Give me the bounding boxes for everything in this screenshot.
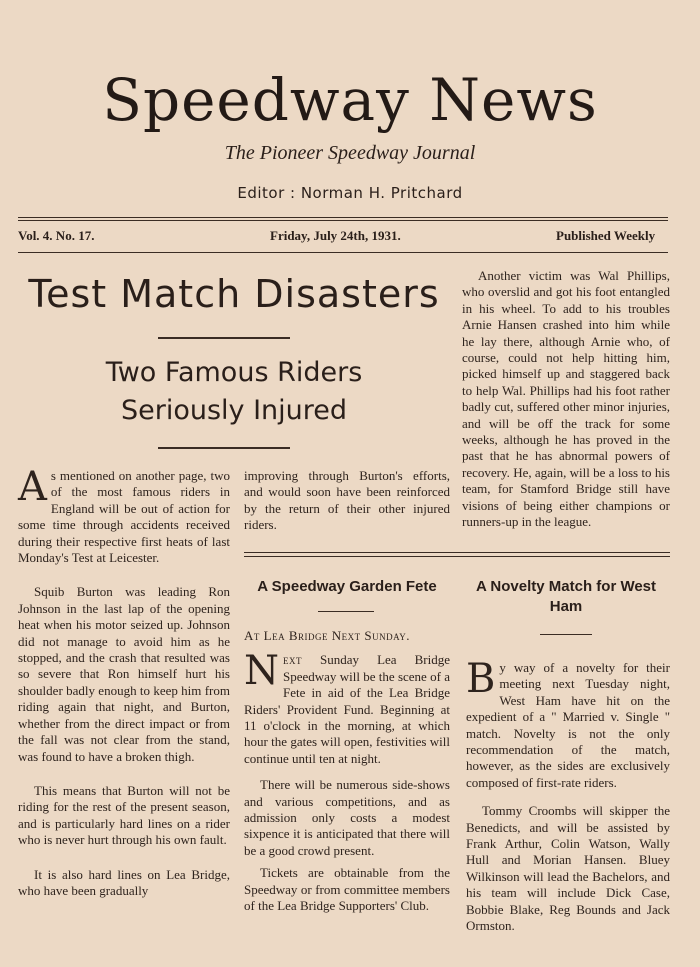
masthead-subtitle: The Pioneer Speedway Journal [224, 142, 476, 164]
lead-column-2 [244, 468, 450, 534]
dateline-top-rule [18, 217, 668, 218]
fete-drop-cap: N [244, 648, 279, 695]
novelty-paragraph-1 [466, 656, 670, 791]
lead-column-1 [18, 464, 230, 899]
novelty-paragraph-2: Tommy Croombs will skipper the Benedicts, and will be assisted by Frank Arthur, Colin Watson, Wally Hull and Morian Hansen. Bluey Wilkinson will lead the Bachelors, and his team will include Dick Case, Bobbie Blake, Reg Bounds and Jack Ormston. [466, 803, 670, 934]
lead-headline: Test Match Disasters [28, 272, 440, 316]
fete-lead-word: ext [283, 652, 302, 668]
subhead-divider [158, 447, 290, 449]
lead-col2-paragraph: improving through Burton's efforts, and would soon have been reinforced by the return of their other injured riders. [244, 468, 450, 533]
novelty-headline: A Novelty Match for West Ham [475, 578, 657, 615]
dateline-volume: Vol. 4. No. 17. [18, 228, 95, 243]
novelty-column [466, 656, 670, 935]
lead-paragraph-4: It is also hard lines on Lea Bridge, who have been gradually [18, 866, 230, 898]
lead-subhead-line1: Two Famous Riders [105, 357, 363, 388]
lead-paragraph-3: This means that Burton will not be riding for the rest of the present season, and is particularly hard lines on a rider who is never hurt through his own fault. [18, 782, 230, 848]
dateline-frequency: Published Weekly [556, 228, 656, 243]
lead-subhead-line2: Seriously Injured [120, 395, 348, 426]
lead-paragraph-1 [18, 464, 230, 566]
lead-column-3 [462, 268, 670, 531]
dateline-top-rule-2 [18, 220, 668, 221]
fete-kicker: At Lea Bridge Next Sunday. [244, 628, 411, 643]
fete-column [244, 628, 450, 915]
section-rule-1 [244, 552, 670, 553]
lead-subhead [18, 354, 450, 430]
lead-paragraph-1-text: s mentioned on another page, two of the most famous riders in England will be out of action for some time through accidents received during their respective first heats of last Monday's Test at Leicester. [18, 468, 230, 566]
masthead-title: Speedway News [102, 66, 598, 134]
dateline-bottom-rule [18, 252, 668, 253]
fete-paragraph-1-text: Sunday Lea Bridge Speedway will be the scene of a Fete in aid of the Lea Bridge Riders' Provident Fund. Beginning at 11 o'clock in the morning, at which hour the gates will open, festivities will continue until ten at night. [244, 652, 450, 766]
fete-paragraph-2: There will be numerous side-shows and various competitions, and as admission only costs a modest sixpence it is anticipated that there will be a good crowd present. [244, 777, 450, 858]
masthead-editor: Editor : Norman H. Pritchard [237, 184, 463, 202]
novelty-drop-cap: B [466, 656, 496, 702]
fete-paragraph-3: Tickets are obtainable from the Speedway or from committee members of the Lea Bridge Supporters' Club. [244, 865, 450, 914]
section-rule-2 [244, 556, 670, 557]
fete-headline: A Speedway Garden Fete [257, 578, 437, 595]
dateline-date: Friday, July 24th, 1931. [270, 228, 401, 243]
novelty-divider [540, 634, 592, 635]
lead-paragraph-2: Squib Burton was leading Ron Johnson in the last lap of the opening heat when his motor seized up. Johnson did not manage to avoid him as he stopped, and the crash that resulted was so severe that Ron himself hurt his shoulder badly enough to keep him from riding again that night, and Burton, whether from the direct impact or from the fall was not clear from the stand, was found to have a broken thigh. [18, 584, 230, 764]
fete-divider [318, 611, 374, 612]
lead-col3-paragraph: Another victim was Wal Phillips, who overslid and got his foot entangled in his wheel. To add to his troubles Arnie Hansen crashed into him while he lay there, although Arnie who, of course, could not help hitting him, picked himself up and staggered back to help Wal. Phillips had his foot rather badly cut, suffered other minor injuries, and will be off the track for some weeks, although he has proved in the past that he has abnormal powers of recovery. He, again, will be a loss to his team, for Stamford Bridge still have visions of being either champions or runners-up in the league. [462, 268, 670, 530]
novelty-paragraph-1-text: y way of a novelty for their meeting next Tuesday night, West Ham have hit on the expedient of a " Married v. Single " match. Novelty is not the only recommendation of the match, however, as the sides are exclusively composed of first-rate riders. [466, 660, 670, 790]
fete-paragraph-1 [244, 648, 450, 767]
drop-cap: A [18, 464, 47, 510]
headline-divider [158, 337, 290, 339]
